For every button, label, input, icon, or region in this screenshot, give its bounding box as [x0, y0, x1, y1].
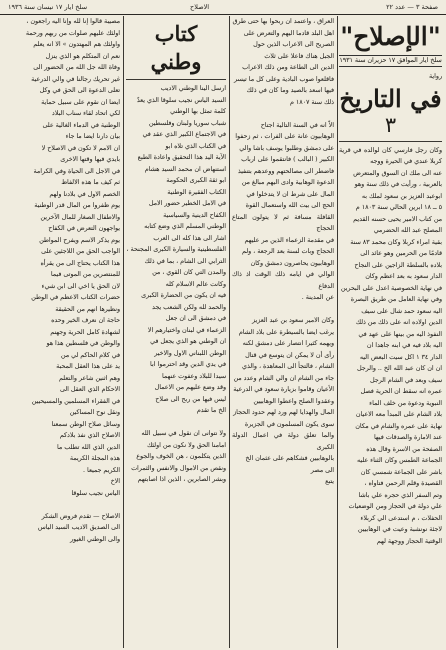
text-line: عمره انه سقط ان الحرية فصل	[360, 388, 442, 395]
text-line: سيف وبعد في الشام الرجل	[369, 376, 442, 384]
text-line: الاحكام الذي العقل الى	[59, 386, 120, 393]
text-line: الدين الذي الله تطلب ما	[56, 443, 120, 451]
text-line: الوالي في ايامه ذلك الوقت اذ ذاك الدفاع	[232, 271, 334, 290]
text-line: الاّ انه في السنة التالية اجتاح	[260, 121, 334, 129]
text-line: وكانت عالم الاسلام كله	[165, 280, 226, 288]
text-line: الدار سعود به بعد اعظم وكان	[365, 273, 442, 280]
text-line: الآية اليد هذا التحقيق واعادة الطبع	[137, 154, 226, 161]
text-line: كلمة تمثل بها الوطني	[170, 108, 226, 115]
text-line: هذه المجلة الكريمة	[69, 455, 120, 462]
column-2	[232, 16, 334, 648]
text-line: وهم اثنين شاعر والتعلم	[58, 374, 120, 382]
text-line: الفلسطينية والسيارة الكبرى المجنحة ،	[126, 246, 226, 253]
text-line: ذلك سنة ١٨٠٧ م	[289, 98, 334, 106]
text-line: اهل البلد قادما اليهم والتعرض على	[243, 29, 334, 37]
column-divider	[337, 16, 338, 648]
kuttab-title: كتاب وطني	[150, 21, 202, 74]
text-line: ايضا ان نقوم على سبيل حماية	[41, 98, 120, 106]
text-line: لشهادة كامل الحرية وجهنم	[50, 328, 120, 336]
text-line: ان الوطني هو الذي يجعل في	[150, 338, 226, 345]
text-line: القافلة مسافة ثم لا يتولون المتاع الحجاج	[232, 213, 334, 232]
text-line: وفاة الله جل الله من الحضور الى	[33, 64, 120, 71]
text-line: والمدن التي كان القوي ، من	[152, 269, 226, 276]
text-line: الاخ	[110, 478, 120, 485]
text-line: وقد وضع عليهم من الاعمال	[154, 384, 226, 391]
text-line: في الامل الخطير حضور الامل	[148, 200, 226, 207]
text-line: الذين يتكلمون ، هن الخوف والجوع	[136, 453, 226, 460]
history-number: ٣	[384, 112, 397, 137]
text-line: في يدي الدين وقد احترموا ابا	[150, 361, 226, 368]
text-line: ان ان كان عبد الله الخ .. والرجل	[357, 365, 442, 372]
text-line: بلاد الشام على المبدأ معه الاعيان	[355, 411, 442, 418]
text-line: الدعوة الوهابية وادى اليهم مبالغ من	[241, 179, 334, 186]
text-line	[4, 499, 120, 511]
column-divider	[229, 16, 230, 648]
text-line: الوقتية الحجاز ووجهة لهم	[376, 537, 442, 545]
text-line: استنهاض ان محمد السيد هشام	[144, 165, 226, 173]
text-line: يد على هذا العقل المحبة	[56, 363, 120, 370]
text-line	[232, 108, 334, 120]
text-line: فاقلعوا صوب البادية وعلى كل ما تيسر	[234, 75, 334, 83]
text-line: اليه سعود حمد شال على سيف	[361, 307, 442, 315]
text-line: الدار ٣٤ ١ اكل سيت البعض اليه	[359, 353, 442, 361]
text-line	[126, 417, 226, 429]
text-line: ونظيرها انهم من الحقيقة	[55, 305, 120, 313]
text-line: في الفقراء المسلمين والمسيحيين	[31, 397, 120, 405]
text-line: ان الامم لا تكون في الاصلاح لا	[41, 144, 120, 152]
text-line: جاء من الشام ان والي الشام وعدد من	[233, 374, 334, 382]
text-line: ونقل نوح المساكين	[69, 409, 120, 416]
text-line: يوم ظفروا من المال قدر الوطنية	[34, 202, 120, 209]
text-line: تعلى الدعوة الى الحق في وكل	[39, 87, 120, 94]
text-line: الوطنية في الدماء الغالية على	[42, 121, 120, 129]
text-line: والوطن في فلسطين هذا هو	[46, 340, 120, 347]
header-page-number: صفحة ٣ — عدد ٢٢	[386, 3, 438, 11]
text-line: نعم ان المتكلم هو الذي ينزل	[45, 52, 120, 60]
text-line: وبشر الصابرين ، الذين اذا اصابتهم	[137, 476, 226, 483]
text-line: قادمًا من الحرمين وهو عائد الى	[360, 250, 442, 257]
text-line: النبوية ودعوة من خلف الماء	[369, 399, 442, 407]
text-line: بقية امراء كربلا وكان محمد ٨٣ سنة	[350, 238, 442, 246]
text-line: في الاجتماع الكبير الذي عقد في	[142, 131, 226, 138]
column-3	[126, 16, 226, 648]
text-line: الحفلات ، م استدعى الي كربلاء	[360, 514, 442, 522]
text-line: لان الحق يا اخي الى ابن شيء	[41, 282, 120, 290]
text-line: وكان الامير سعود بن عبد العزيز	[252, 317, 334, 324]
history-title: في التاريخ	[339, 83, 442, 113]
masthead-date: سلخ ايار الموافق ١٧ حزيران سنة ١٩٣١	[339, 55, 442, 67]
text-line: يواجهون التعرض في الكفاح	[48, 225, 120, 232]
text-line: ولا نتوانى ان نقول في سبيل الله	[141, 430, 226, 437]
text-line: الاصلاح — تقدم فروض الشكر	[41, 512, 120, 520]
text-line: الحج الى بيت الله واستعمال القوة	[245, 202, 334, 209]
text-line: الأعيان وقاموا بزيارة سعود في الدرعية	[233, 386, 334, 393]
text-line: الى الصديق الاديب السيد الياس	[37, 524, 120, 531]
text-line: بيان دارنا ايضا ما جاء	[65, 133, 120, 140]
text-line: من كتاب الامير يحيى حسنه القديم	[353, 215, 442, 223]
column-divider	[123, 16, 124, 648]
text-line: مصيبة قالوا إنا لله وإنا اليه راجعون ،	[26, 18, 120, 25]
text-line: الشام ، فالتجأ الى المعاهدة ، والذي	[242, 363, 334, 370]
text-line: فيها اسعد بالصيد وما كان في ذلك	[246, 87, 334, 94]
text-line: لكي اتحاد لقاء سناب البلاد	[51, 110, 120, 117]
text-line: في نهاية الخصوصية اعدل على البحرين	[340, 284, 442, 292]
text-line: النفوذ اليه من بينها على عهد في	[358, 330, 442, 338]
text-line: الكبير ( البالب ) فانتقموا على ارباب	[241, 156, 334, 163]
text-line: وكان رجل فارسي كان لوالده في قرية كربلا عندي في الحيرة ووجه	[339, 146, 442, 165]
text-line: وعقدوا الصلح واعطوا الوهابيين	[253, 397, 334, 405]
text-line: الكفاح الدينية والسياسية	[163, 211, 226, 219]
text-line: فاضطر الى مصالحتهم ووعدهم بتنفيذ	[237, 167, 334, 175]
text-line: الوهابيون عانة على الفرات ، ثم زحفوا	[235, 133, 334, 140]
text-line	[232, 304, 334, 316]
text-line: ابوعبد العزيز بن سعود لملك به	[361, 192, 442, 200]
text-line: يتبع	[325, 478, 334, 485]
text-line: ويهمه كثيرا انتصار على دمشق لكنه	[242, 340, 334, 347]
kuttab-article-body	[126, 83, 226, 486]
text-line: الدين الى الطاعة ومن ذلك الاعراب	[242, 64, 334, 71]
text-line: وفي نهاية العامل من طريق البصرة	[350, 296, 442, 303]
text-line: ابو ثقة الكبرى الحكومة	[166, 177, 226, 184]
header-paper-name: الاصلاح	[190, 3, 210, 11]
text-line: الوطن اللبناني الاول والاخير	[154, 349, 226, 357]
history-article-continued	[232, 16, 334, 488]
text-line: بلاده بالسلطة الزاجين على النجاح	[354, 261, 442, 269]
text-line: عند الامارة والصدقات فيها	[373, 434, 442, 441]
text-line: الصريح الى الاعراب الذين حول	[253, 41, 334, 48]
text-line: الجماعة الطمس وكان الثناء عليه	[357, 457, 442, 464]
text-line: شباب سوريا ولبنان وفلسطين	[148, 119, 226, 127]
section-tag: رواية	[429, 73, 442, 80]
text-line: في دمشق الى ان جعل	[165, 315, 226, 322]
text-line: الحجاج وبات لسنة بعد الرجعة ، ولم	[242, 248, 334, 255]
text-line: امامنا الحق ولا نكون من اولئك	[146, 441, 226, 449]
text-line: ونقص من الاموال والانفس والثمرات	[131, 464, 226, 472]
text-line: المال والهدايا لهم ورد لهم حدود الحجاز	[233, 409, 334, 416]
text-line: والما تعلق دولة في اعمال الدولة الكبرى	[232, 432, 334, 451]
text-line: اولئك عليهم صلوات من ربهم ورحمة	[25, 29, 120, 37]
text-line: غير تحريك رجالنا في والي الدرعية	[31, 75, 120, 83]
text-line: الزعماء في لبنان واختيارهم الا	[147, 326, 226, 334]
text-line: بالوهابيين فشكاهم على عثمان الخ	[245, 455, 334, 462]
text-line: الترابي الى الشام ، بما في ذلك	[144, 257, 226, 265]
text-line: ليس فيها من ربح الى صلاح	[155, 395, 226, 403]
text-line: وسائل صلاح الوطن سمعنا	[51, 420, 120, 428]
text-line: ارسل الينا الوطني الاديب	[160, 85, 226, 92]
text-line: على دمشق وطلبوا يوسف باشا والي	[239, 144, 334, 152]
text-line: الوطني المسلم الذي وضع كتابه	[144, 223, 226, 230]
text-line: فيه ان يكون من الحضارة الكبرى	[141, 292, 226, 299]
text-line: يوم يذكر الاسم ويفرح المواطن	[39, 236, 120, 244]
page-header	[0, 0, 446, 15]
text-line: والاطفال الصغار للمال الآخرين	[40, 213, 120, 221]
text-line: الخ ما تقدم	[196, 407, 226, 414]
text-line: الى مصر	[310, 466, 334, 474]
text-line: علي دولة في الحجاز ومن الوضعيات	[348, 503, 442, 510]
text-line: يرغب ايضا بالسيطرة على بلاد الشام	[238, 328, 334, 336]
text-line: الصفحة من الاسرة وقال هذه	[366, 445, 442, 453]
text-line: بالعربية ، ورأيت في ذلك سنة وهو	[354, 181, 442, 188]
text-line: للمنتصرين من الموتى فيما	[50, 271, 120, 278]
text-line: والحمد لله ولكن الشعب يجد	[152, 303, 226, 311]
text-line: الجبل هناك فاعلا على ثلاث	[264, 52, 334, 60]
text-line: الاصلاح الذي نفذ بلادكم	[59, 432, 120, 439]
divider	[126, 79, 226, 80]
column-1	[339, 16, 442, 648]
header-date: سلخ ايار ١٧ نيسان سنة ١٩٣٦	[8, 3, 88, 11]
text-line: القصيدة وقلم الرحمن فتاواه ،	[364, 480, 442, 487]
text-line: في كلام الحاكم لي من	[60, 351, 120, 359]
text-line: في الكتاب الذي تلاه ابو	[165, 142, 226, 150]
text-line: الواجب الحق من اللاجئين على	[41, 248, 120, 255]
text-line: الخصم الاول في بلادنا ولهم	[49, 190, 120, 198]
text-line: هذا الكتاب يحتاج الى من يقرأه	[40, 259, 120, 267]
text-line: العراق ، واعتمد ان ربحوا بها حتى طرق	[232, 18, 334, 25]
kuttab-article-continued	[4, 16, 120, 545]
text-line: في الاجل الى الحياة وفي الكرامة	[33, 167, 120, 175]
text-line: اليه بلاد فيه في ابنه جاهدا ان	[366, 342, 442, 349]
text-line: بايدي فيها وقتها الاخرى	[60, 156, 120, 163]
text-line: المال على شرط ان لا يتدخلوا في	[246, 190, 334, 198]
text-line: رأى أن لا يمكن ان يتوسع في قتال	[245, 351, 334, 359]
text-line: عنه الى ملك ان السوق والمتعرض	[353, 169, 442, 177]
text-line: السيد الياس نجيب سلوقا الذي يعدّ	[136, 96, 226, 104]
masthead-title: "الإصلاح"	[340, 22, 441, 51]
text-line: وتم السفر الذي حجره علي باشا	[358, 491, 442, 499]
text-line: الوهابيون يحاصرون دمشق وكان	[250, 259, 334, 267]
text-line: الكتاب الفقيرة الوطنية	[167, 188, 226, 196]
text-line: المصلح عبد الله الحضرمي	[373, 227, 442, 234]
text-line: ٥ ــ ١٨ ابرين الحالي سنة ١٨٠٣ م	[355, 204, 442, 211]
text-line: حضرات الكتاب الاعظم في الوطن	[31, 294, 120, 301]
text-line: الدين اولاده انه على ذلك من ذلك	[355, 319, 442, 326]
text-line: سوى يكون المسلمون في الجزيرة	[244, 420, 334, 428]
text-line: سيدا للبلاد وعفوت عنهما	[162, 372, 226, 380]
text-line: عن المدينة .	[301, 294, 334, 301]
text-line: الكريم جميعا .	[83, 466, 120, 474]
text-line: في مقدمة الزعماء الذين مر عليهم	[244, 236, 334, 244]
text-line: الياس نجيب سلوقا	[71, 489, 120, 497]
text-line: نهاية على عمره والشام في مكان	[355, 422, 442, 430]
divider	[339, 141, 442, 142]
text-line: واولئك هم المهتدون » الا انه يعلم	[33, 41, 120, 48]
text-line: حاجة ان نعرف الخير وحده	[51, 317, 120, 324]
column-4	[4, 16, 120, 648]
text-line: والى الوطني الغيور	[70, 535, 120, 543]
history-article-body	[339, 145, 442, 548]
text-line: اشار الى هذا كله الى العرب	[153, 234, 226, 242]
text-line: ثم كيف ما هذه الالفاظ	[61, 179, 120, 186]
text-line: لاجئة نونشبة وعيت في الوهابيين	[357, 526, 442, 533]
text-line: باشر على الجماعة شمسي كان	[360, 468, 442, 476]
